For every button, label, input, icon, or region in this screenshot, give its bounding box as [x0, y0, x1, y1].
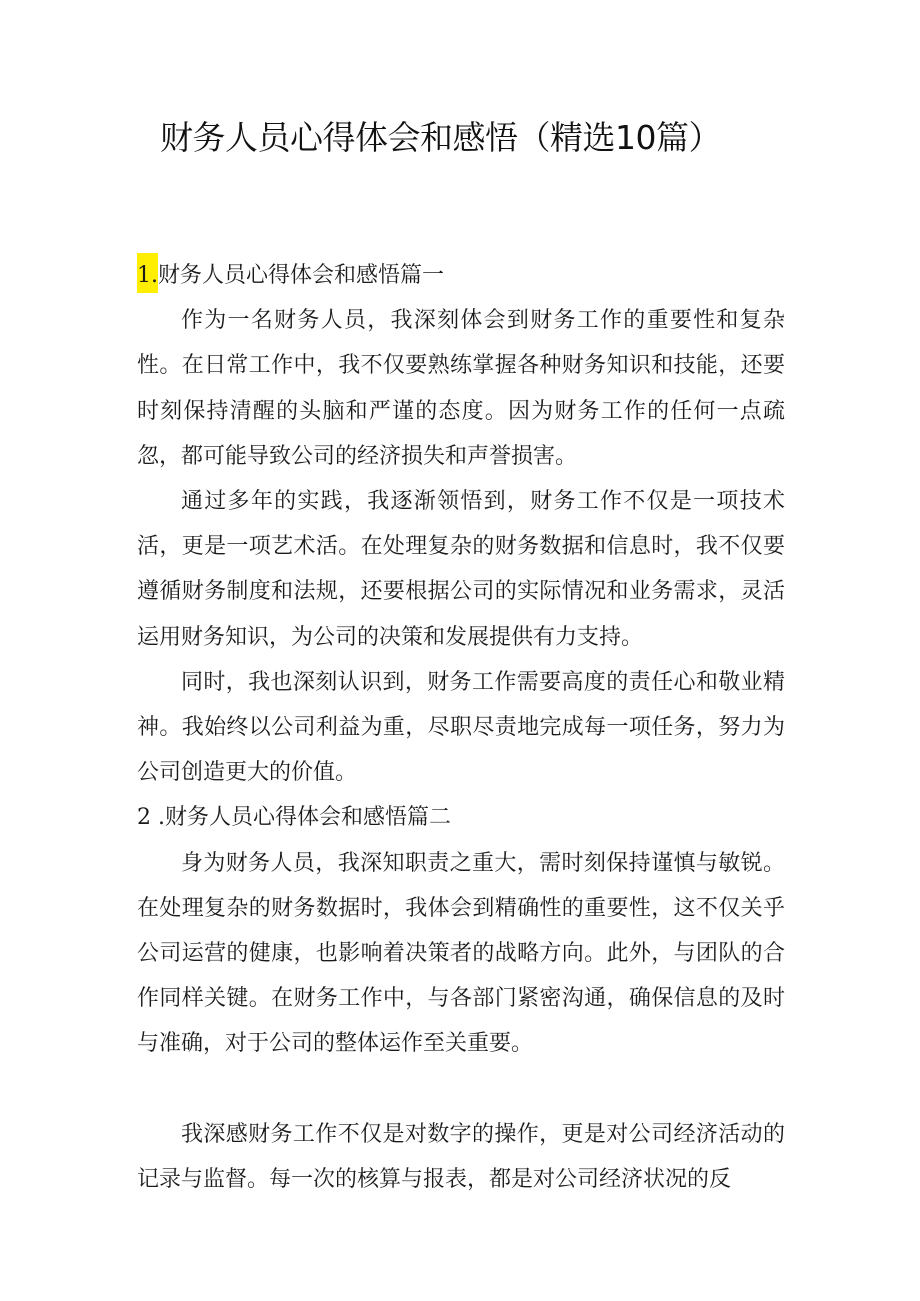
- section-number: 2 .: [137, 805, 165, 831]
- section-heading-text: 财务人员心得体会和感悟篇二: [164, 805, 451, 831]
- document-title: 财务人员心得体会和感悟（精选10篇）: [160, 118, 721, 157]
- section-heading-text: 财务人员心得体会和感悟篇一: [158, 263, 445, 288]
- paragraph: 我深感财务工作不仅是对数字的操作，更是对公司经济活动的记录与监督。每一次的核算与报表，都是对公司经济状况的反: [137, 1121, 785, 1193]
- paragraph: 作为一名财务人员，我深刻体会到财务工作的重要性和复杂性。在日常工作中，我不仅要熟练掌握各种财务知识和技能，还要时刻保持清醒的头脑和严谨的态度。因为财务工作的任何一点疏忽，都可能导致公司的经济损失和声誉损害。: [137, 308, 785, 469]
- paragraph: 通过多年的实践，我逐渐领悟到，财务工作不仅是一项技术活，更是一项艺术活。在处理复杂的财务数据和信息时，我不仅要遵循财务制度和法规，还要根据公司的实际情况和业务需求，灵活运用财务知识，为公司的决策和发展提供有力支持。: [137, 489, 785, 650]
- paragraph: 身为财务人员，我深知职责之重大，需时刻保持谨慎与敏锐。在处理复杂的财务数据时，我体会到精确性的重要性，这不仅关乎公司运营的健康，也影响着决策者的战略方向。此外，与团队的合作同样关键。在财务工作中，与各部门紧密沟通，确保信息的及时与准确，对于公司的整体运作至关重要。: [137, 850, 785, 1057]
- highlighted-section-number: 1.: [137, 253, 158, 293]
- paragraph: 同时，我也深刻认识到，财务工作需要高度的责任心和敬业精神。我始终以公司利益为重，尽职尽责地完成每一项任务，努力为公司创造更大的价值。: [137, 669, 785, 786]
- section-heading-2: [137, 795, 785, 840]
- document-body: [137, 253, 785, 1202]
- section-heading-1: [137, 253, 785, 298]
